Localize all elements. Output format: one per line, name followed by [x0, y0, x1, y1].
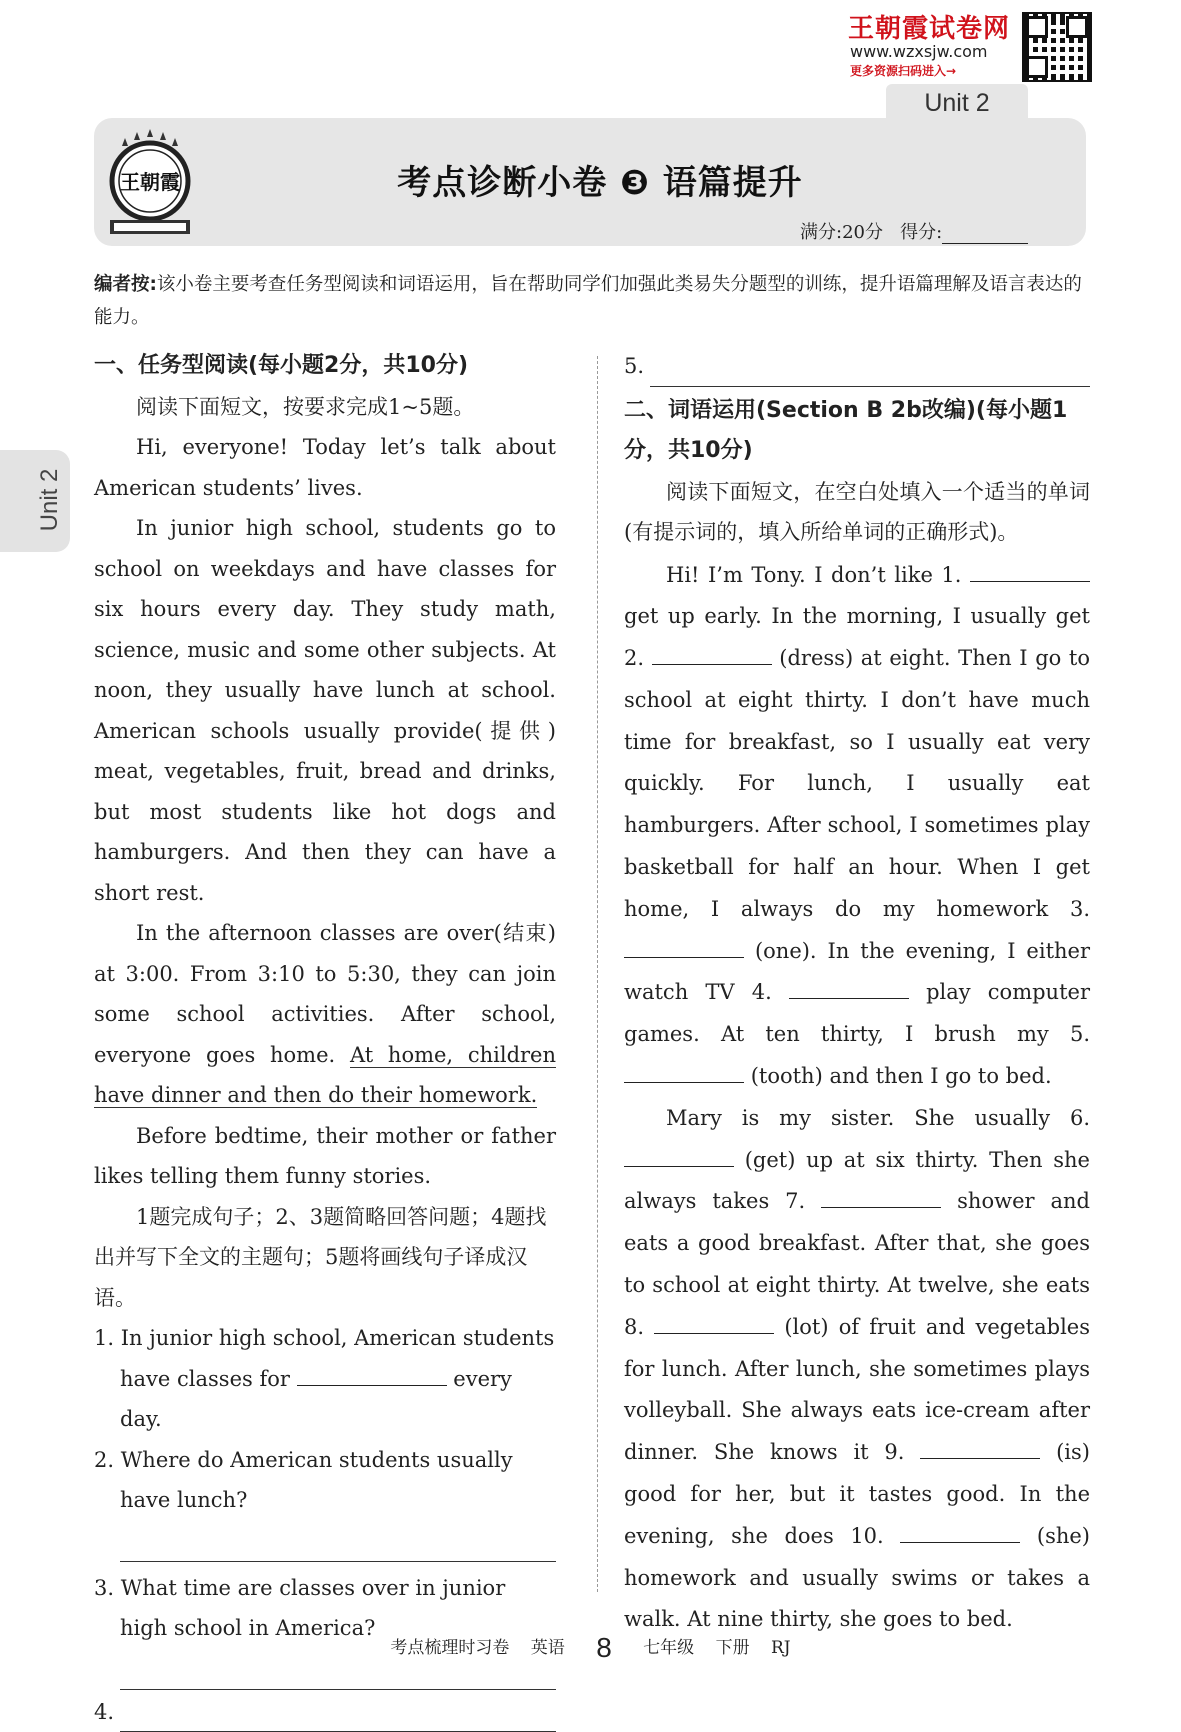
blank-5[interactable] [624, 1060, 744, 1083]
passage-para-1: Hi, everyone! Today let’s talk about American students’ lives. [94, 427, 556, 508]
footer-volume: 下册 [716, 1638, 750, 1658]
unit-tab: Unit 2 [886, 84, 1028, 122]
passage-2-seg-6: (tooth) and then I go to bed. [751, 1064, 1052, 1088]
passage-2-seg-5: play computer games. At ten thirty, I brush my 5. [624, 980, 1090, 1046]
footer-edition: RJ [771, 1638, 791, 1658]
svg-text:王朝霞: 王朝霞 [120, 170, 180, 194]
passage-2-seg-3: (dress) at eight. Then I go to school at eight thirty. I don’t have much time for breakfast, so I usually eat very quickly. For lunch, I usually eat hamburgers. After school, I sometimes play basketball for half an hour. When I get home, I always do my homework 3. [624, 646, 1090, 921]
left-column [94, 346, 556, 1732]
passage-para-2: In junior high school, students go to school on weekdays and have classes for six hours every day. They study math, science, music and some other subjects. At noon, they usually have lunch at school. American schools usually provide(提供) meat, vegetables, fruit, bread and drinks, but most students like hot dogs and hamburgers. And then they can have a short rest. [94, 508, 556, 913]
qr-code-icon[interactable] [1022, 12, 1092, 82]
side-unit-label: Unit 2 [36, 469, 64, 532]
brand-more-link[interactable]: 更多资源扫码进入→ [850, 62, 956, 79]
question-1-text: 1. In junior high school, American students have classes for [94, 1326, 554, 1391]
passage-para-4: Before bedtime, their mother or father likes telling them funny stories. [94, 1116, 556, 1197]
full-score: 满分:20分 [800, 222, 883, 243]
passage-2-seg-7: Mary is my sister. She usually 6. [666, 1106, 1090, 1130]
question-5-label: 5. [624, 346, 650, 387]
section-heading-1: 一、任务型阅读(每小题2分，共10分) [94, 346, 556, 387]
page-number: 8 [596, 1632, 612, 1664]
passage-2-seg-8: (get) up at six thirty. Then she always takes 7. [624, 1148, 1090, 1214]
passage-2-para-1 [624, 555, 1090, 1098]
question-3: 3. What time are classes over in junior high school in America? [94, 1568, 556, 1649]
footer-grade: 七年级 [643, 1638, 694, 1658]
blank-9[interactable] [920, 1436, 1040, 1459]
blank-2[interactable] [652, 642, 772, 665]
question-4 [94, 1692, 556, 1732]
blank-4[interactable] [789, 976, 909, 999]
answer-line-q4[interactable] [120, 1699, 556, 1732]
passage-2-seg-9: shower and eats a good breakfast. After that, she goes to school at eight thirty. At twelve, she eats 8. [624, 1189, 1090, 1338]
question-1-end: every day. [120, 1367, 512, 1432]
task-instruction: 1题完成句子；2、3题简略回答问题；4题找出并写下全文的主题句；5题将画线句子译成汉语。 [94, 1197, 556, 1319]
right-column [624, 346, 1090, 1641]
passage-2-seg-4: (one). In the evening, I either watch TV 4. [624, 939, 1090, 1005]
answer-blank-q1[interactable] [297, 1363, 447, 1386]
score-blank[interactable] [942, 227, 1028, 244]
question-5 [624, 346, 1090, 387]
section-instruction-2: 阅读下面短文，在空白处填入一个适当的单词(有提示词的，填入所给单词的正确形式)。 [624, 472, 1090, 553]
side-unit-tab [0, 450, 70, 552]
passage-2-para-2 [624, 1098, 1090, 1641]
blank-6[interactable] [624, 1144, 734, 1167]
editor-note [94, 268, 1084, 334]
passage-2-seg-2: get up early. In the morning, I usually get 2. [624, 604, 1090, 670]
answer-line-q2[interactable] [120, 1521, 556, 1562]
publisher-logo-icon [100, 126, 200, 242]
passage-para-3-text: In the afternoon classes are over(结束) at 3:00. From 3:10 to 5:30, they can join some school activities. After school, everyone goes home. [94, 921, 556, 1067]
passage-2-seg-10: (lot) of fruit and vegetables for lunch. After lunch, she sometimes plays volleyball. She always eats ice-cream after dinner. She knows it 9. [624, 1315, 1090, 1464]
blank-3[interactable] [624, 935, 744, 958]
passage-2-seg-12: (she) homework and usually swims or takes a walk. At nine thirty, she goes to bed. [624, 1524, 1090, 1632]
brand-name: 王朝霞试卷网 [848, 8, 1010, 45]
blank-8[interactable] [654, 1311, 774, 1334]
blank-7[interactable] [821, 1185, 941, 1208]
question-2: 2. Where do American students usually have lunch? [94, 1440, 556, 1521]
blank-1[interactable] [970, 559, 1090, 582]
column-divider [597, 356, 598, 1592]
editor-note-text: 该小卷主要考查任务型阅读和词语运用，旨在帮助同学们加强此类易失分题型的训练，提升语篇理解及语言表达的能力。 [94, 274, 1082, 328]
score-line [800, 218, 1028, 244]
footer-book: 考点梳理时习卷 [390, 1638, 509, 1658]
brand-url[interactable]: www.wzxsjw.com [850, 42, 987, 61]
blank-10[interactable] [900, 1520, 1020, 1543]
passage-para-3 [94, 913, 556, 1116]
got-score-label: 得分: [900, 222, 942, 243]
footer-subject: 英语 [531, 1638, 565, 1658]
underlined-sentence: At home, children have dinner and then do their homework. [94, 1043, 556, 1109]
page-footer [0, 1628, 1181, 1660]
editor-note-label: 编者按: [94, 274, 157, 295]
question-4-label: 4. [94, 1692, 120, 1732]
section-instruction-1: 阅读下面短文，按要求完成1~5题。 [94, 387, 556, 428]
answer-line-q5[interactable] [650, 352, 1090, 387]
section-heading-2: 二、词语运用(Section B 2b改编)(每小题1分，共10分) [624, 391, 1090, 472]
passage-2-seg-11: (is) good for her, but it tastes good. In the evening, she does 10. [624, 1440, 1090, 1548]
question-1 [94, 1318, 556, 1440]
passage-2-seg-1: Hi! I’m Tony. I don’t like 1. [666, 563, 961, 587]
page-title: 考点诊断小卷 ❸ 语篇提升 [300, 155, 900, 204]
